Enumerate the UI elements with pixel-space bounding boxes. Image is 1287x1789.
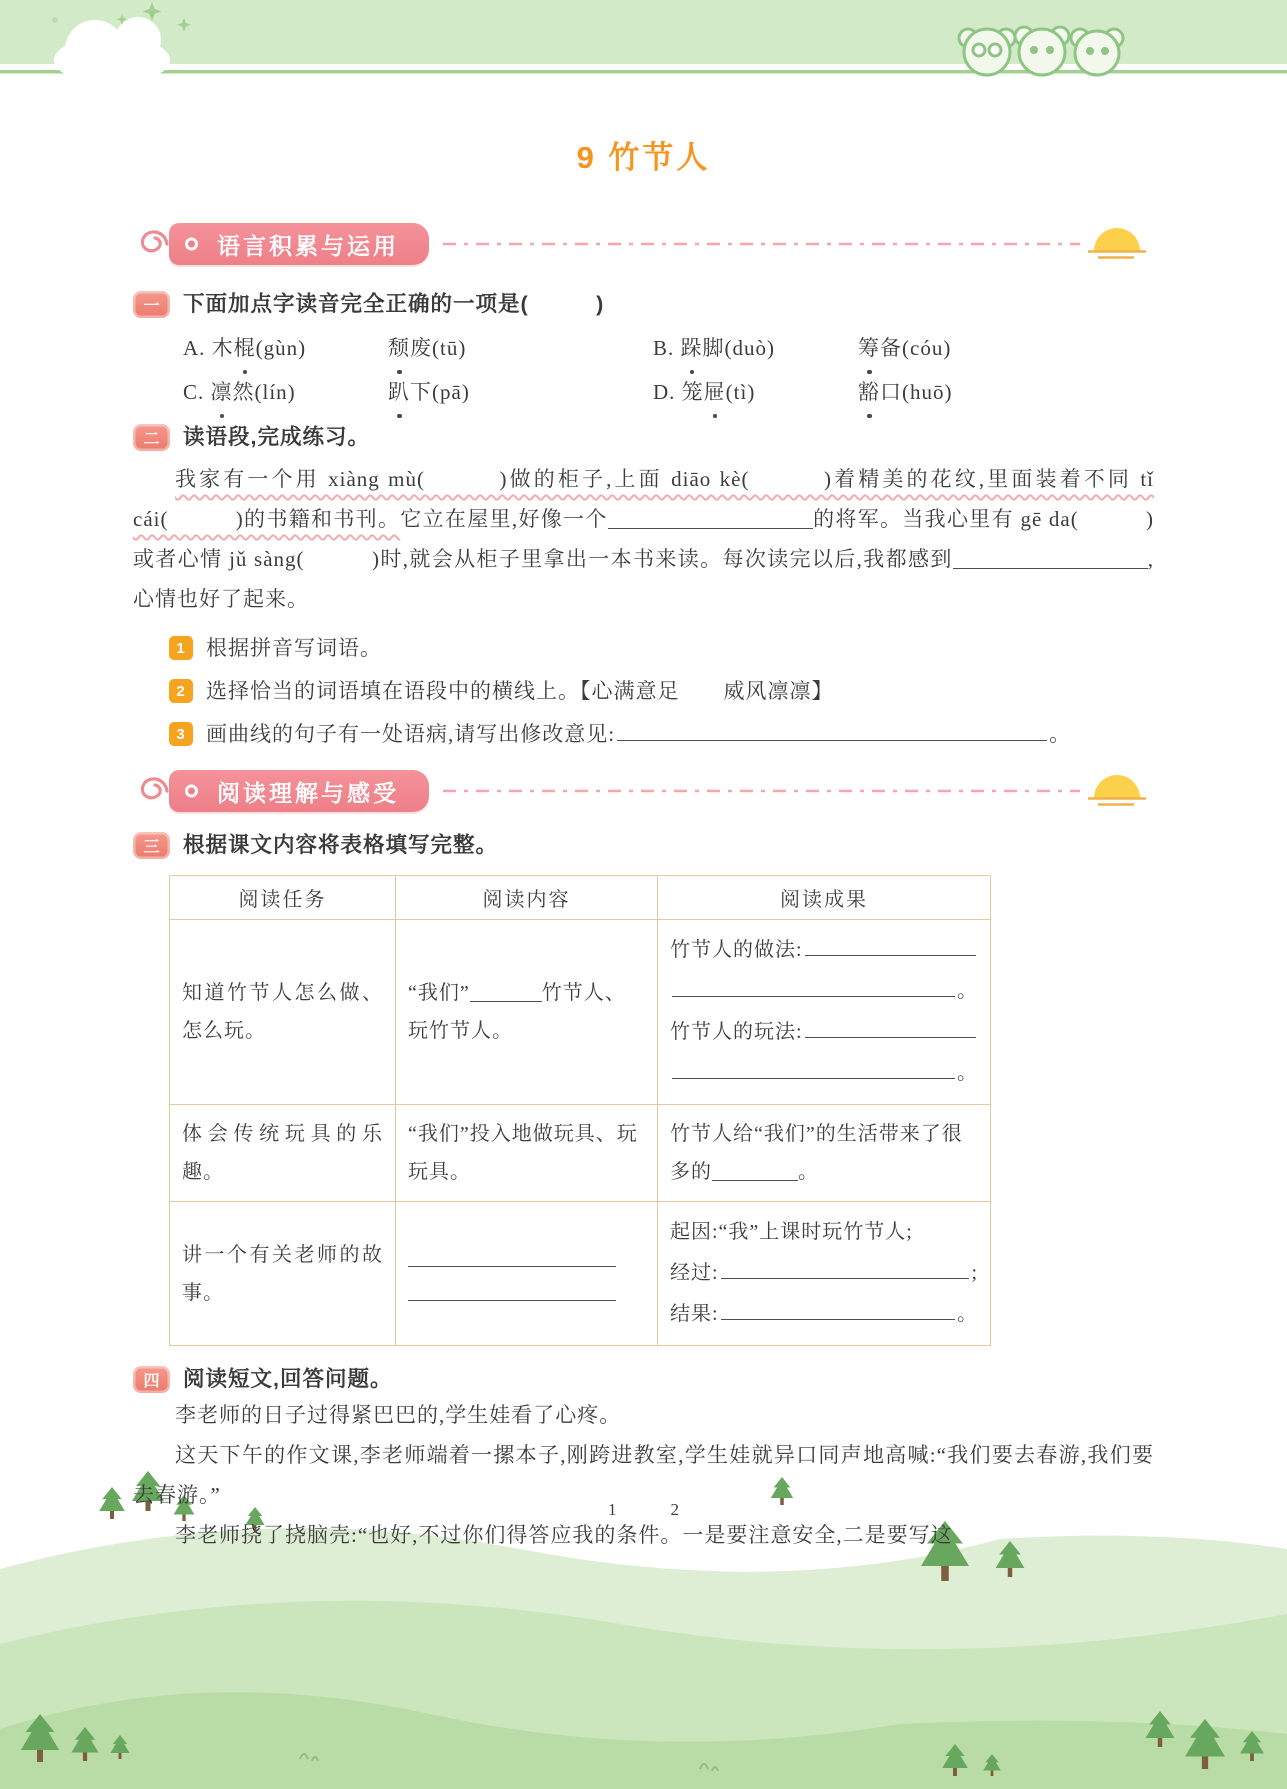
wavy-underlined-sentence: 我家有一个用 xiàng mù( )做的柜子,上面 diāo kè( )着精美的花纹,里面装着不同 tǐ cái( )的书籍和书刊。 [133, 467, 1154, 531]
story-paragraph: 李老师的日子过得紧巴巴的,学生娃看了心疼。 [175, 1403, 622, 1427]
reading-table [169, 875, 991, 1346]
question-badge: 三 [133, 832, 170, 859]
passage: 我家有一个用 xiàng mù( )做的柜子,上面 diāo kè( )着精美的花纹,里面装着不同 tǐ cái( )的书籍和书刊。它立在屋里,好像一个 的将军。当我心里有 gē da( )或者心情 jǔ sàng( )时,就会从柜子里拿出一本书来读。每次读完以后,我都感到 ,心情也好了起来。 [133, 467, 1154, 611]
answer-blank[interactable] [608, 508, 813, 529]
answer-blank[interactable] [672, 1059, 955, 1079]
subitem-1: 1 根据拼音写词语。 [169, 627, 1154, 670]
page-title: 9 竹节人 [576, 140, 711, 175]
q2-subitems [169, 627, 1154, 756]
question-prompt: 读语段,完成练习。 [183, 425, 370, 449]
page-number: 2 [670, 1500, 679, 1519]
story-paragraph: 这天下午的作文课,李老师端着一摞本子,刚跨进教室,学生娃就异口同声地高喊:“我们要去春游,我们要去春游。” [133, 1443, 1154, 1507]
question-4 [133, 1364, 1154, 1395]
option-item[interactable]: D. 笼屉(tì) 豁口(huō) [653, 372, 1154, 412]
section-header-language [133, 221, 1154, 267]
section-title: 语言积累与运用 [217, 232, 399, 259]
question-1 [133, 289, 1154, 320]
table-header-cell: 阅读内容 [396, 876, 658, 920]
question-prompt: 阅读短文,回答问题。 [183, 1367, 393, 1391]
subitem-badge: 1 [169, 636, 193, 660]
ribbon-eye-icon [185, 785, 198, 798]
dash-line [443, 242, 1080, 246]
worksheet-page [133, 0, 1154, 1555]
option-item[interactable]: C. 凛然(lín) 趴下(pā) [183, 372, 653, 412]
answer-blank[interactable] [721, 1259, 970, 1279]
subitem-2: 2 选择恰当的词语填在语段中的横线上。【心满意足 威风凛凛】 [169, 670, 1154, 713]
subitem-badge: 2 [169, 679, 193, 703]
page-number: 1 [608, 1500, 617, 1519]
table-row: 讲一个有关老师的故事。 起因:“我”上课时玩竹节人; 经过: ; 结果: 。 [170, 1202, 991, 1346]
answer-blank[interactable] [721, 1300, 955, 1320]
table-header-row [170, 876, 991, 920]
option-item[interactable]: B. 跺脚(duò) 筹备(cóu) [653, 328, 1154, 368]
reading-passage [133, 1395, 1154, 1555]
question-badge: 四 [133, 1366, 170, 1393]
q1-options [183, 328, 1154, 412]
section-title: 阅读理解与感受 [217, 779, 399, 806]
question-prompt: 下面加点字读音完全正确的一项是( ) [183, 292, 605, 316]
swirl-icon [133, 767, 173, 807]
subitem-badge: 3 [169, 722, 193, 746]
question-2 [133, 422, 1154, 453]
answer-blank[interactable] [953, 548, 1148, 569]
table-row: 体会传统玩具的乐趣。 “我们”投入地做玩具、玩玩具。 竹节人给“我们”的生活带来了很多的 。 [170, 1105, 991, 1202]
page-numbers [0, 1500, 1287, 1520]
ribbon-eye-icon [185, 238, 198, 251]
answer-blank[interactable] [408, 1281, 616, 1301]
table-header-cell: 阅读任务 [170, 876, 396, 920]
section-header-reading [133, 768, 1154, 814]
sun-icon [1088, 226, 1146, 262]
story-paragraph: 李老师挠了挠脑壳:“也好,不过你们得答应我的条件。一是要注意安全,二是要写这 [175, 1523, 953, 1547]
table-row: 知道竹节人怎么做、怎么玩。 “我们” 竹节人、玩竹节人。 竹节人的做法: 。 竹节人的玩法: 。 [170, 920, 991, 1105]
question-prompt: 根据课文内容将表格填写完整。 [183, 833, 499, 857]
answer-blank[interactable] [408, 1247, 616, 1267]
answer-blank[interactable] [805, 936, 976, 956]
answer-blank[interactable] [712, 1161, 798, 1181]
option-item[interactable]: A. 木棍(gùn) 颓废(tū) [183, 328, 653, 368]
subitem-3: 3 画曲线的句子有一处语病,请写出修改意见: 。 [169, 713, 1154, 756]
question-badge: 一 [133, 291, 170, 318]
question-3 [133, 830, 1154, 861]
sun-icon [1088, 773, 1146, 809]
question-badge: 二 [133, 424, 170, 451]
answer-blank[interactable] [805, 1018, 976, 1038]
answer-blank[interactable] [617, 720, 1047, 741]
table-header-cell: 阅读成果 [658, 876, 991, 920]
answer-blank[interactable] [672, 977, 955, 997]
swirl-icon [133, 220, 173, 260]
answer-blank[interactable] [470, 982, 542, 1002]
dash-line [443, 789, 1080, 793]
